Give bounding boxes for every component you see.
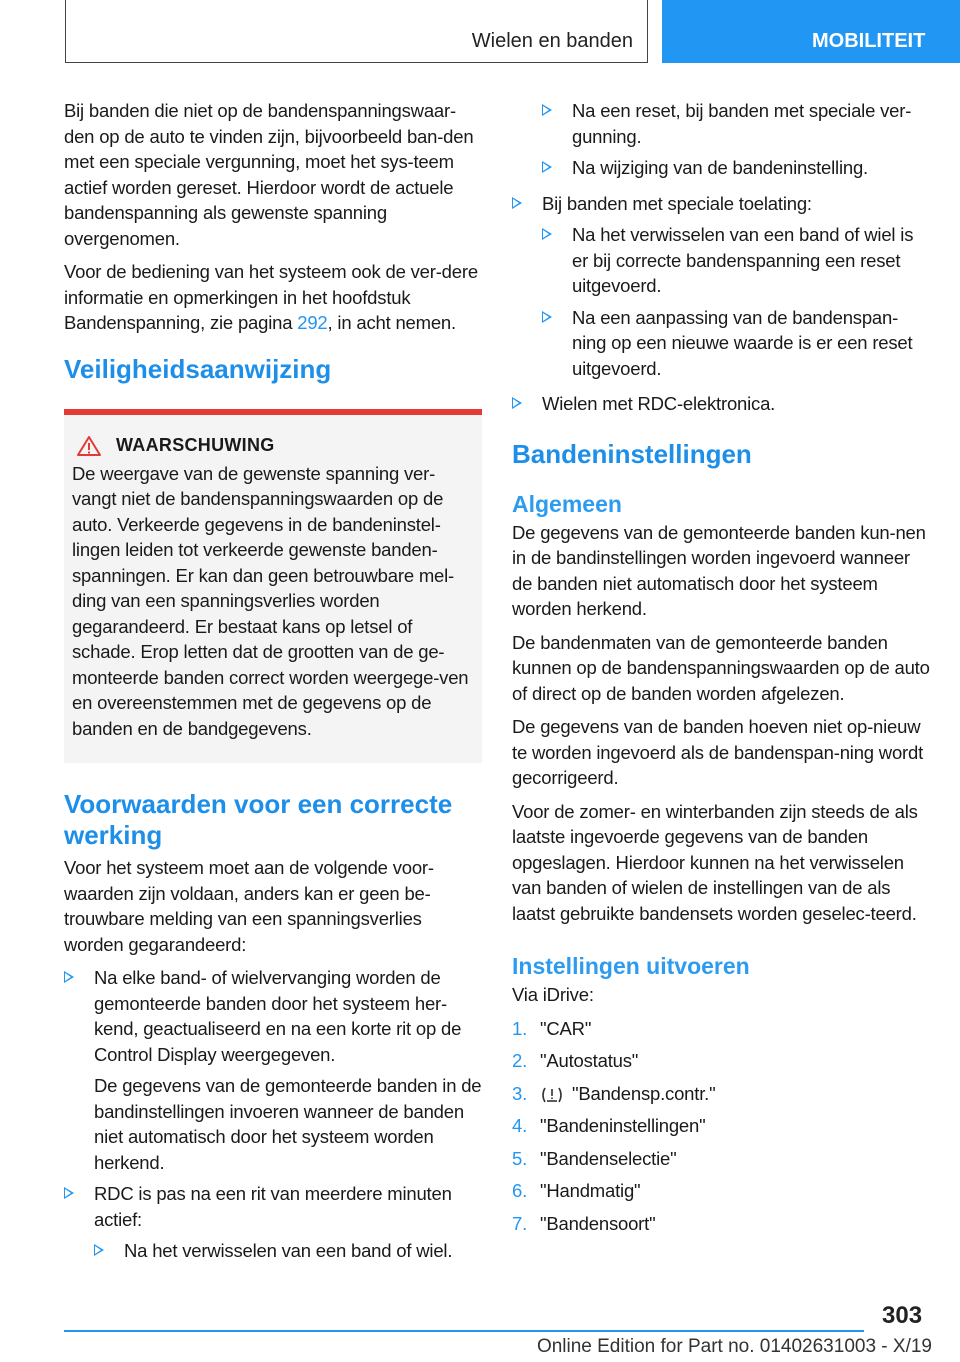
- heading-settings: Bandeninstellingen: [512, 438, 752, 469]
- footer-text: Online Edition for Part no. 01402631003 - X/19: [536, 1336, 932, 1357]
- bullet-triangle-icon: [542, 228, 552, 240]
- footer-line: [64, 1330, 864, 1332]
- general-paragraph-4: Voor de zomer- en winterbanden zijn steeds de als laatste ingevoerde gegevens van de banden opgeslagen. Hierdoor kunnen na het verwisselen van banden of wielen de instellingen van de als laatst gebruikte bandensets worden geselec-teerd.: [512, 800, 918, 924]
- list-item: Na elke band- of wielvervanging worden de gemonteerde banden door het systeem her-kend, geactualiseerd en na een korte rit op de Control Display weergegeven. De gegevens van de gemonteerde banden in de bandinstellingen invoeren wanneer de banden niet automatisch door het systeem worden herkend.: [64, 965, 482, 1175]
- list-item: Wielen met RDC-elektronica.: [512, 391, 932, 417]
- heading-perform: Instellingen uitvoeren: [512, 953, 750, 979]
- sub-list-item: Na het verwisselen van een band of wiel.: [94, 1238, 482, 1264]
- sub-list: [542, 222, 932, 381]
- general-paragraph-2: De bandenmaten van de gemonteerde banden kunnen op de bandenspanningswaarden op de auto of direct op de banden worden afgelezen.: [512, 631, 930, 704]
- reference-paragraph: Voor de bediening van het systeem ook de ver-dere informatie en opmerkingen in het hoofdstuk Bandenspanning, zie pagina 292, in acht nemen.: [64, 261, 478, 333]
- general-paragraph-3: De gegevens van de banden hoeven niet op-nieuw te worden ingevoerd als de bandenspan-ning wordt gecorrigeerd.: [512, 716, 924, 788]
- sub-list: [94, 1238, 482, 1264]
- right-column: [512, 98, 932, 1243]
- general-paragraph-1: De gegevens van de gemonteerde banden kun-nen in de bandinstellingen worden ingevoerd wanneer de banden niet automatisch door het systeem worden herkend.: [512, 521, 926, 619]
- conditions-list: [64, 965, 482, 1264]
- step-item: 5. "Bandenselectie": [512, 1147, 677, 1169]
- bullet-triangle-icon: [542, 161, 552, 173]
- step-item: 7. "Bandensoort": [512, 1212, 656, 1234]
- warning-triangle-icon: [76, 435, 102, 457]
- conditions-paragraph: Voor het systeem moet aan de volgende voor-waarden zijn voldaan, anders kan er geen be-trouwbare melding van een spanningsverlies worden gegarandeerd:: [64, 857, 434, 955]
- bullet-triangle-icon: [64, 971, 74, 983]
- bullet-triangle-icon: [512, 397, 522, 409]
- sub-list-item: Na een aanpassing van de bandenspan-ning op een nieuwe waarde is er een reset uitgevoerd.: [542, 305, 932, 382]
- sub-list-continued: [512, 98, 932, 181]
- warning-box: [64, 415, 482, 764]
- via-idrive: Via iDrive:: [512, 984, 594, 1005]
- page-link[interactable]: 292: [297, 312, 328, 333]
- header-section-box: [65, 0, 648, 63]
- sub-list-item: Na een reset, bij banden met speciale ver-gunning.: [542, 98, 932, 149]
- list-item: Bij banden met speciale toelating: Na het verwisselen van een band of wiel is er bij correcte bandenspanning een reset uitgevoerd. Na een aanpassing van de bandenspan-ning op een nieuwe waarde is er een reset uitgevoerd.: [512, 191, 932, 382]
- step-item: 3. "Bandensp.contr.": [512, 1082, 716, 1104]
- list-item: RDC is pas na een rit van meerdere minuten actief: Na het verwisselen van een band of wiel.: [64, 1181, 482, 1264]
- heading-safety: Veiligheidsaanwijzing: [64, 353, 332, 384]
- page-number: 303: [882, 1302, 923, 1329]
- header-chapter-title: MOBILITEIT: [812, 30, 926, 52]
- warning-title: WAARSCHUWING: [116, 435, 275, 455]
- bullet-triangle-icon: [542, 104, 552, 116]
- bullet-triangle-icon: [512, 197, 522, 209]
- bullet-triangle-icon: [94, 1244, 104, 1256]
- heading-conditions: Voorwaarden voor een correcte werking: [64, 789, 453, 850]
- left-column: [64, 98, 482, 1274]
- step-item: 4. "Bandeninstellingen": [512, 1115, 706, 1136]
- tire-pressure-warning-icon: [540, 1085, 564, 1105]
- heading-general: Algemeen: [512, 490, 622, 517]
- step-item: 6. "Handmatig": [512, 1180, 641, 1201]
- header-section-title: Wielen en banden: [471, 30, 633, 52]
- steps-list: [512, 1016, 932, 1237]
- step-item: 2. "Autostatus": [512, 1050, 639, 1071]
- conditions-list-continued: [512, 191, 932, 417]
- bullet-triangle-icon: [64, 1187, 74, 1199]
- step-item: 1. "CAR": [512, 1017, 592, 1039]
- warning-text: De weergave van de gewenste spanning ver-vangt niet de bandenspanningswaarden op de auto. Verkeerde gegevens in de bandeninstel-lingen leiden tot verkeerde gewenste banden-spanningen. Er kan dan geen betrouwbare mel-ding van een spanningsverlies worden gegarandeerd. Er bestaat kans op letsel of schade. Erop letten dat de grootten van de ge-monteerde banden correct worden weergege-ven en overeenstemmen met de gegevens op de banden en de bandgegevens.: [72, 462, 469, 739]
- sub-list-item: Na wijziging van de bandeninstelling.: [542, 155, 932, 181]
- sub-list-item: Na het verwisselen van een band of wiel is er bij correcte bandenspanning een reset uitgevoerd.: [542, 222, 932, 299]
- intro-paragraph: Bij banden die niet op de bandenspanningswaar-den op de auto te vinden zijn, bijvoorbeeld ban-den met een speciale vergunning, moet het sys-teem actief worden gereset. Hierdoor wordt de actuele bandenspanning als gewenste spanning overgenomen.: [64, 100, 474, 249]
- list-item-extra: De gegevens van de gemonteerde banden in de bandinstellingen invoeren wanneer de banden niet automatisch door het systeem worden herkend.: [94, 1075, 482, 1173]
- header-chapter-tab: [662, 0, 960, 63]
- bullet-triangle-icon: [542, 311, 552, 323]
